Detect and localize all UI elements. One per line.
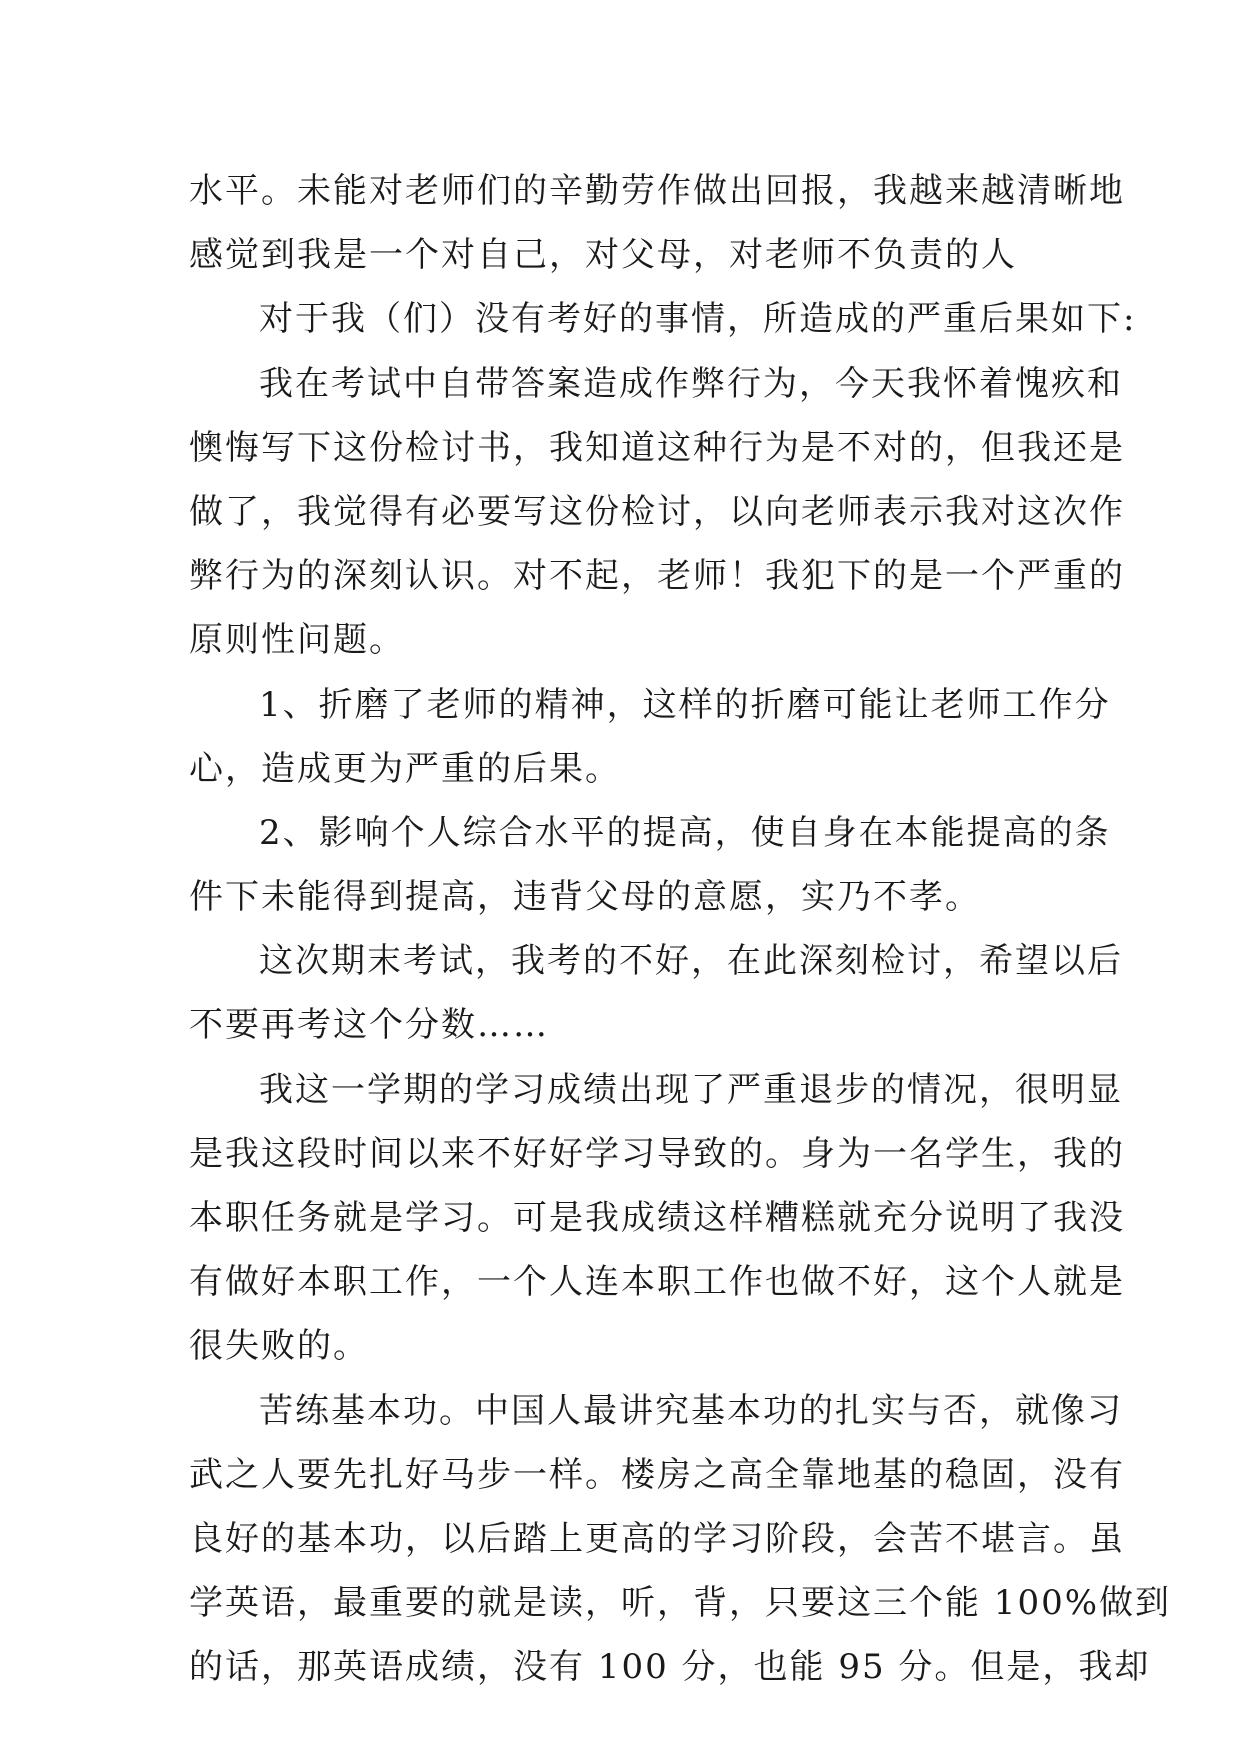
text-line: 我在考试中自带答案造成作弊行为，今天我怀着愧疚和 (259, 363, 1123, 404)
text-line: 学英语，最重要的就是读，听，背，只要这三个能 100%做到 (189, 1583, 1172, 1624)
text-line: 1、折磨了老师的精神，这样的折磨可能让老师工作分 (259, 684, 1111, 725)
text-line: 是我这段时间以来不好好学习导致的。身为一名学生，我的 (189, 1133, 1125, 1174)
text-line: 有做好本职工作，一个人连本职工作也做不好，这个人就是 (189, 1262, 1125, 1303)
text-line: 不要再考这个分数…… (189, 1005, 549, 1046)
text-line: 这次期末考试，我考的不好，在此深刻检讨，希望以后 (259, 941, 1123, 982)
body-text (189, 159, 1172, 1700)
text-line: 心，造成更为严重的后果。 (189, 748, 621, 789)
text-line: 的话，那英语成绩，没有 100 分，也能 95 分。但是，我却 (189, 1647, 1151, 1688)
text-line: 件下未能得到提高，违背父母的意愿，实乃不孝。 (189, 877, 981, 918)
text-line: 弊行为的深刻认识。对不起，老师！我犯下的是一个严重的 (189, 556, 1125, 597)
text-line: 我这一学期的学习成绩出现了严重退步的情况，很明显 (259, 1069, 1123, 1110)
text-line: 2、影响个人综合水平的提高，使自身在本能提高的条 (259, 812, 1111, 853)
text-line: 良好的基本功，以后踏上更高的学习阶段，会苦不堪言。虽 (189, 1518, 1125, 1559)
text-line: 做了，我觉得有必要写这份检讨，以向老师表示我对这次作 (189, 491, 1125, 532)
text-line: 懊悔写下这份检讨书，我知道这种行为是不对的，但我还是 (189, 427, 1125, 468)
text-line: 原则性问题。 (189, 620, 405, 661)
text-line: 武之人要先扎好马步一样。楼房之高全靠地基的稳固，没有 (189, 1454, 1125, 1495)
text-line: 水平。未能对老师们的辛勤劳作做出回报，我越来越清晰地 (189, 171, 1125, 211)
text-line: 本职任务就是学习。可是我成绩这样糟糕就充分说明了我没 (189, 1198, 1125, 1238)
text-line: 感觉到我是一个对自己，对父母，对老师不负责的人 (189, 235, 1017, 276)
text-line: 对于我（们）没有考好的事情，所造成的严重后果如下: (259, 299, 1137, 340)
text-line: 很失败的。 (189, 1326, 369, 1367)
text-line: 苦练基本功。中国人最讲究基本功的扎实与否，就像习 (259, 1390, 1123, 1431)
